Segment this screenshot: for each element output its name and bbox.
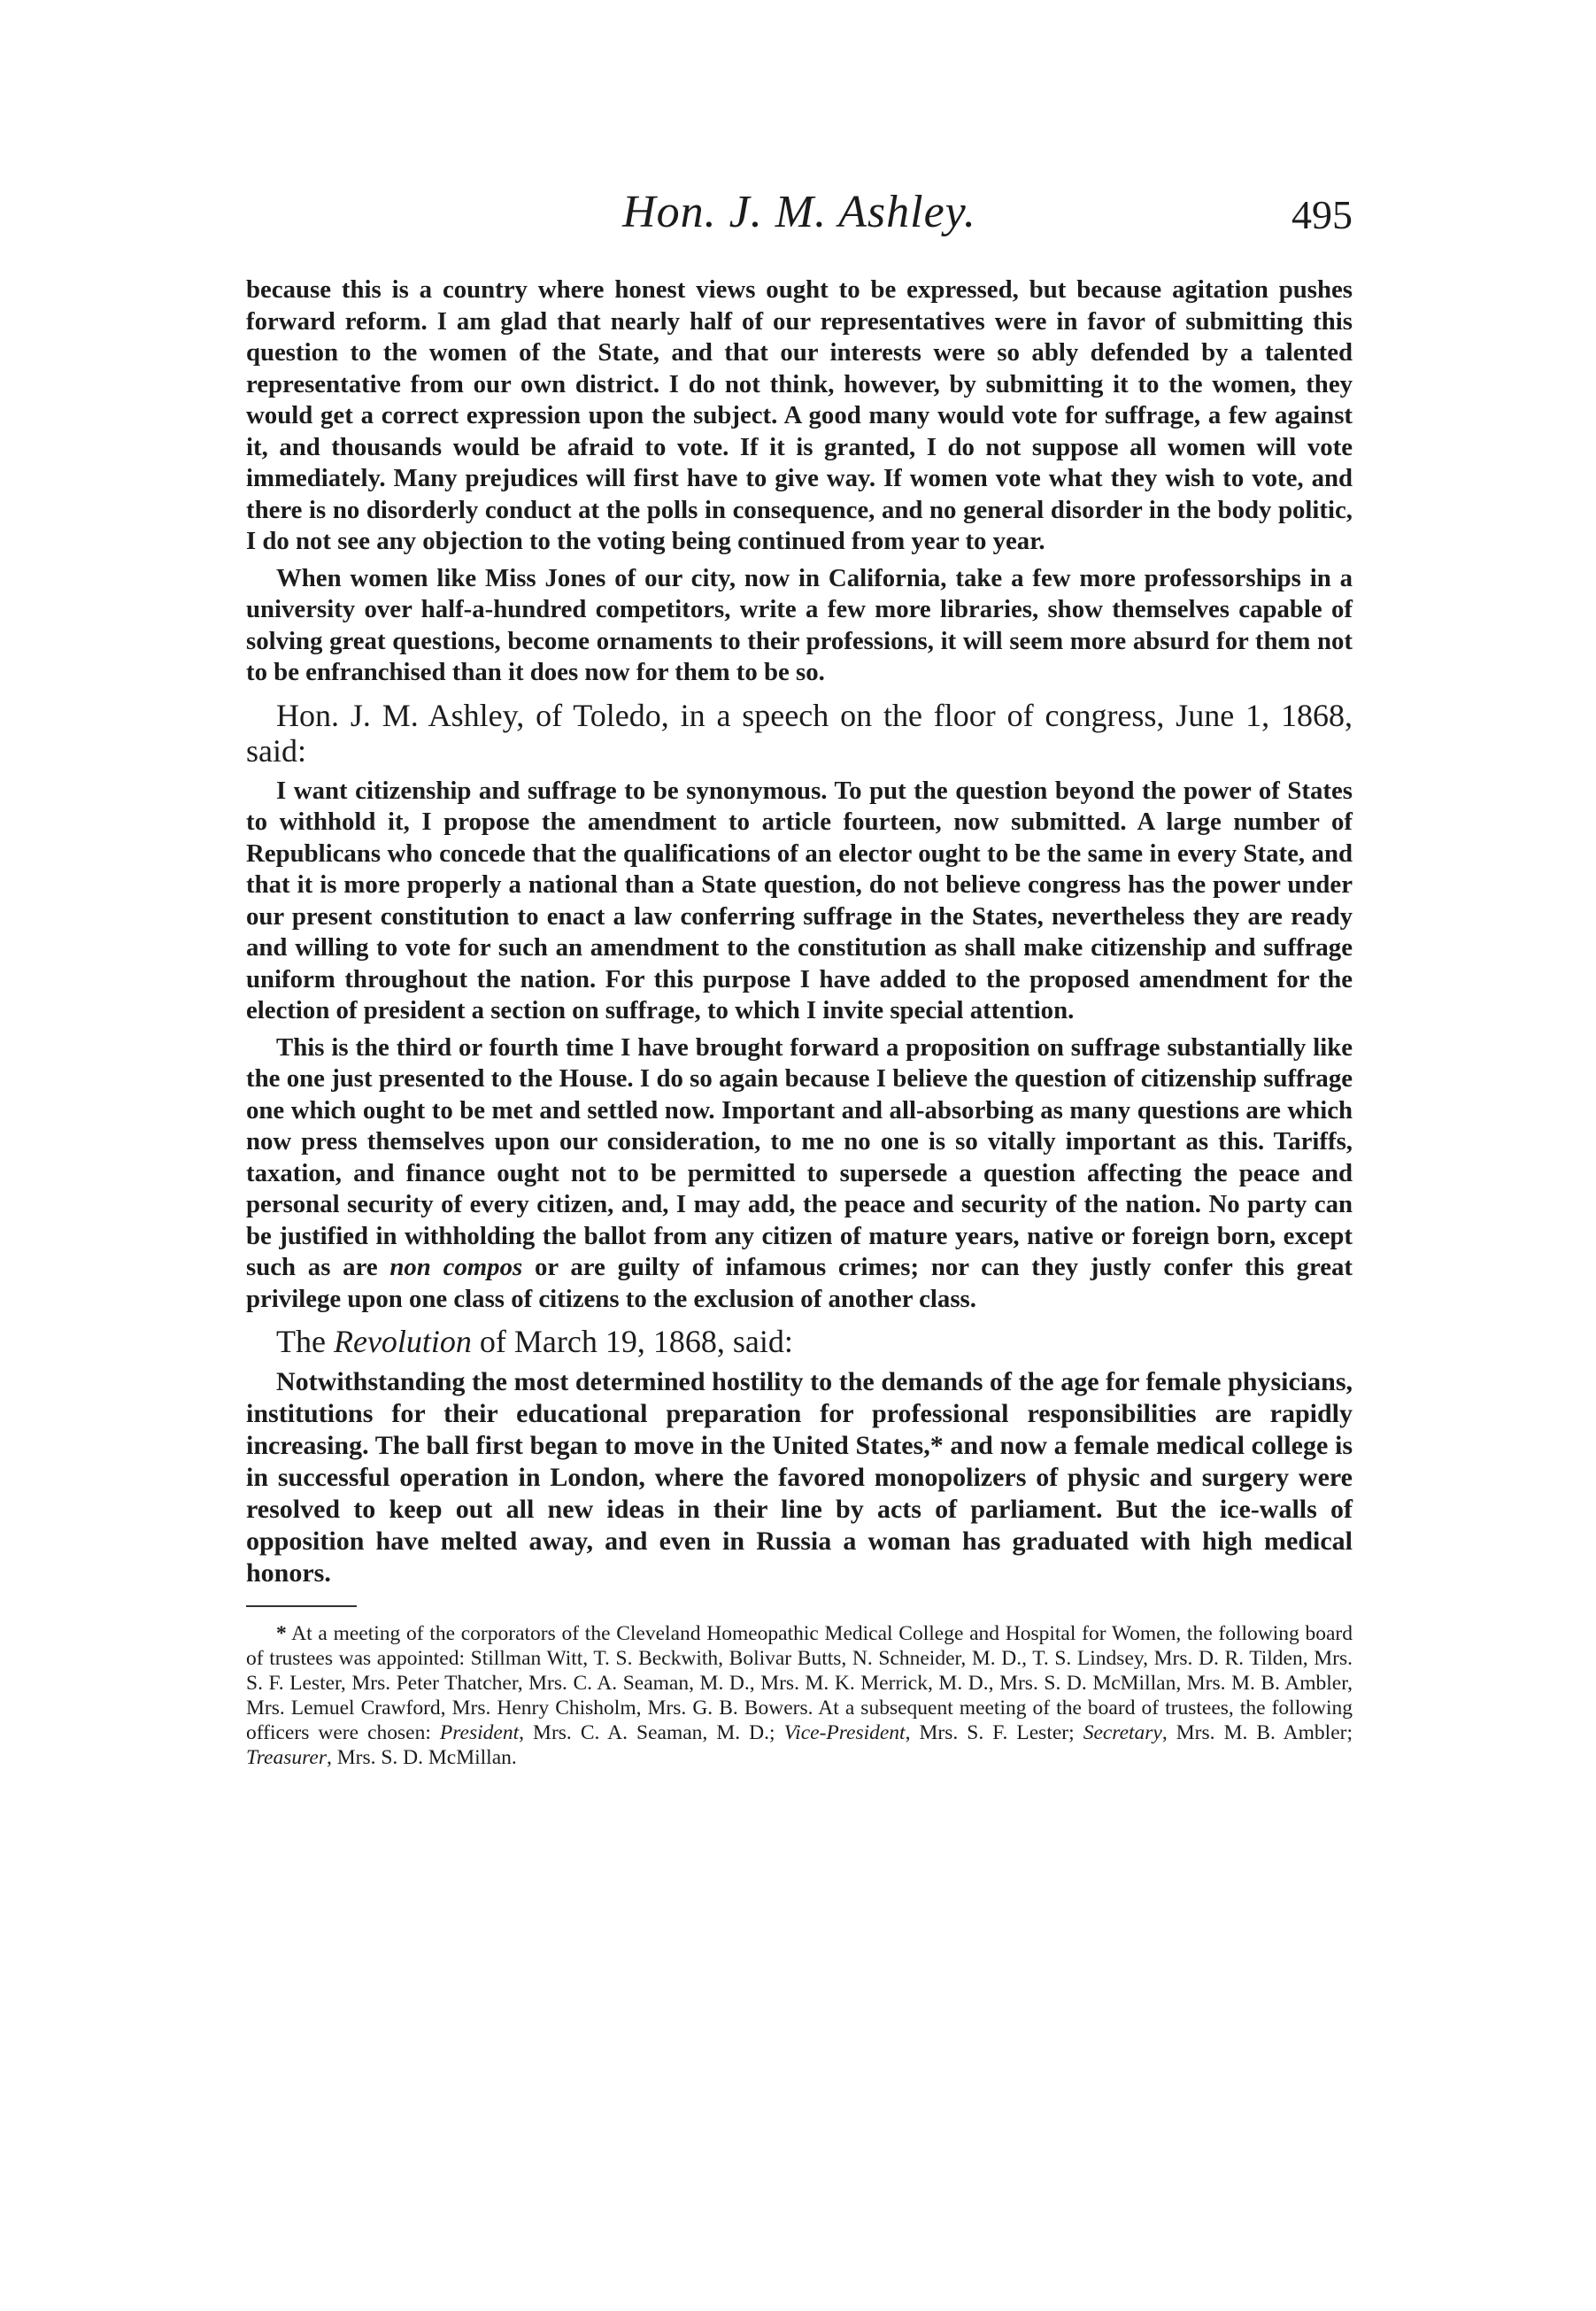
paragraph-4-text-b: or are guilty of infamous crimes; nor can they justly confer this great privilege upon one class of citizens to the exclusion of another class.	[246, 1253, 1353, 1313]
paragraph-4-text-a: This is the third or fourth time I have brought forward a proposition on suffrage substantially like the one just presented to the House. I do so again because I believe the question of citizenship suffrage one which ought to be met and settled now. Important and all-absorbing as many questions are which now press themselves upon our consideration, to me no one is so vitally important as this. Tariffs, taxation, and finance ought not to be permitted to supersede a question affecting the peace and personal security of every citizen, and, I may add, the peace and security of the nation. No party can be justified in withholding the ballot from any citizen of mature years, native or foreign born, except such as are	[246, 1032, 1353, 1281]
running-title: Hon. J. M. Ashley.	[622, 187, 976, 237]
paragraph-4	[246, 1032, 1353, 1316]
body-text	[246, 274, 1353, 1770]
intro2-text-a: The	[276, 1324, 334, 1359]
footnote-text-2: , Mrs. C. A. Seaman, M. D.;	[519, 1721, 784, 1744]
paragraph-2: When women like Miss Jones of our city, now in California, take a few more professorships in a university over half-a-hundred competitors, write a few more libraries, show themselves capable of solving great questions, become ornaments to their professions, it will seem more absurd for them not to be enfranchised than it does now for them to be so.	[246, 563, 1353, 686]
footnote-label-secretary: Secretary	[1083, 1721, 1162, 1744]
paragraph-3: I want citizenship and suffrage to be synonymous. To put the question beyond the power of States to withhold it, I propose the amendment to article fourteen, now submitted. A large number of Republicans who concede that the qualifications of an elector ought to be the same in every State, and that it is more properly a national than a State question, do not believe congress has the power under our present constitution to enact a law conferring suffrage in the States, nevertheless they are ready and willing to vote for such an amendment to the constitution as shall make citizenship and suffrage uniform throughout the nation. For this purpose I have added to the proposed amendment for the election of president a section on suffrage, to which I invite special attention.	[246, 776, 1353, 1024]
footnote-label-vice-president: Vice-President	[783, 1721, 906, 1744]
footnote-label-treasurer: Treasurer	[246, 1746, 327, 1769]
paragraph-1: because this is a country where honest views ought to be expressed, but because agitation pushes forward reform. I am glad that nearly half of our representatives were in favor of submitting this question to the women of the State, and that our interests were so ably defended by a talented representative from our own district. I do not think, however, by submitting it to the women, they would get a correct expression upon the subject. A good many would vote for suffrage, a few against it, and thousands would be afraid to vote. If it is granted, I do not suppose all women will vote immediately. Many prejudices will first have to give way. If women vote what they wish to vote, and there is no disorderly conduct at the polls in consequence, and no general disorder in the body politic, I do not see any objection to the voting being continued from year to year.	[246, 275, 1353, 555]
footnote	[246, 1621, 1353, 1770]
paragraph-5: Notwithstanding the most determined hostility to the demands of the age for female physicians, institutions for their educational preparation for professional responsibilities are rapidly increasing. The ball first began to move in the United States,* and now a female medical college is in successful operation in London, where the favored monopolizers of physic and surgery were resolved to keep out all new ideas in their line by acts of parliament. But the ice-walls of opposition have melted away, and even in Russia a woman has graduated with high medical honors.	[246, 1367, 1353, 1588]
intro2-italic: Revolution	[333, 1324, 472, 1359]
footnote-label-president: President	[439, 1721, 520, 1744]
intro2-text-b: of March 19, 1868, said:	[471, 1324, 793, 1359]
running-head	[246, 186, 1353, 248]
paragraph-4-italic: non compos	[389, 1253, 523, 1281]
footnote-mark: *	[276, 1622, 287, 1645]
quote-intro-revolution	[246, 1324, 1353, 1359]
footnote-text-4: , Mrs. M. B. Ambler;	[1161, 1721, 1353, 1744]
page-number: 495	[1291, 192, 1353, 237]
footnote-text-3: , Mrs. S. F. Lester;	[905, 1721, 1083, 1744]
footnote-text-1: At a meeting of the corporators of the Cleveland Homeopathic Medical College and Hospital for Women, the following board of trustees was appointed: Stillman Witt, T. S. Beckwith, Bolivar Butts, N. Schneider, M. D., T. S. Lindsey, Mrs. D. R. Tilden, Mrs. S. F. Lester, Mrs. Peter Thatcher, Mrs. C. A. Seaman, M. D., Mrs. M. K. Merrick, M. D., Mrs. S. D. McMillan, Mrs. M. B. Ambler, Mrs. Lemuel Crawford, Mrs. Henry Chisholm, Mrs. G. B. Bowers. At a subsequent meeting of the board of trustees, the following officers were chosen:	[246, 1622, 1353, 1744]
footnote-text-5: , Mrs. S. D. McMillan.	[326, 1746, 517, 1769]
quote-intro-ashley: Hon. J. M. Ashley, of Toledo, in a speech on the floor of congress, June 1, 1868, said:	[246, 697, 1353, 769]
footnote-rule	[246, 1605, 357, 1607]
